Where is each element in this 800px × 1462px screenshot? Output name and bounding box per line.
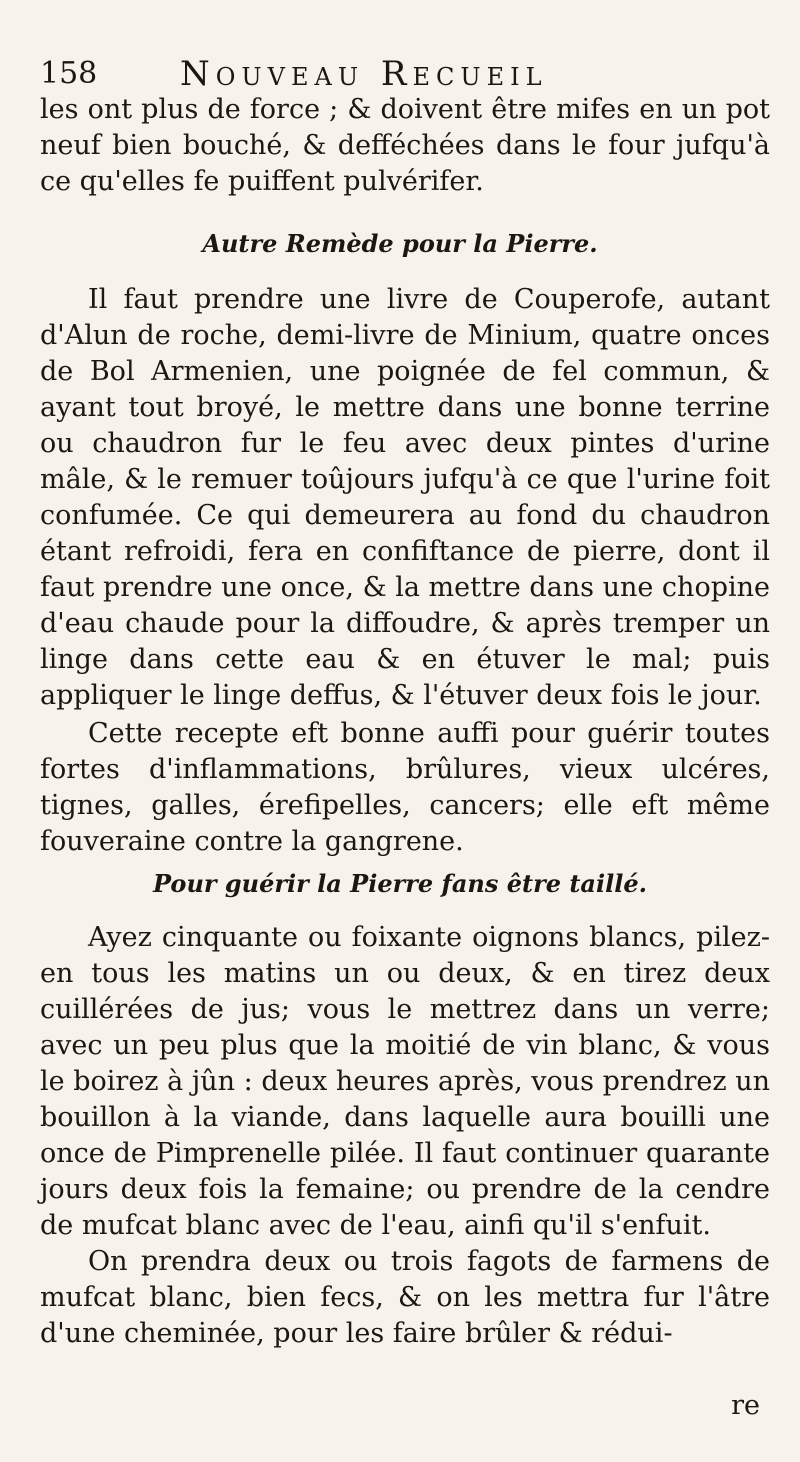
section-heading-pour-guerir: Pour guérir la Pierre fans être taillé. bbox=[153, 869, 647, 898]
section-heading-autre-remede: Autre Remède pour la Pierre. bbox=[202, 229, 598, 258]
paragraph-remedy-recipe: Il faut prendre une livre de Couperofe, autant d'Alun de roche, demi-livre de Minium, quatre onces de Bol Armenien, une poignée de fel commun, & ayant tout broyé, le mettre dans une bonne terrine ou chaudron fur le feu avec deux pintes d'urine mâle, & le remuer toûjours jufqu'à ce que l'urine foit confumée. Ce qui demeurera au fond du chaudron étant refroidi, fera en confiftance de pierre, dont il faut prendre une once, & la mettre dans une chopine d'eau chaude pour la diffoudre, & après tremper un linge dans cette eau & en étuver le mal; puis appliquer le linge deffus, & l'étuver deux fois le jour. bbox=[40, 284, 770, 711]
catchword: re bbox=[731, 1390, 760, 1421]
paragraph-remedy-uses: Cette recepte eft bonne auffi pour guérir toutes fortes d'inflammations, brûlures, vieux ulcéres, tignes, galles, érefipelles, cancers; elle eft même fouveraine contre la gangrene. bbox=[40, 718, 770, 857]
paragraph-onion-remedy: Ayez cinquante ou foixante oignons blancs, pilez-en tous les matins un ou deux, & en tirez deux cuillérées de jus; vous le mettrez dans un verre; avec un peu plus que la moitié de vin blanc, & vous le boirez à jûn : deux heures après, vous prendrez un bouillon à la viande, dans laquelle aura bouilli une once de Pimprenelle pilée. Il faut continuer quarante jours deux fois la femaine; ou prendre de la cendre de mufcat blanc avec de l'eau, ainfi qu'il s'enfuit. bbox=[40, 922, 770, 1241]
paragraph-continuation: les ont plus de force ; & doivent être mifes en un pot neuf bien bouché, & defféchées dans le four jufqu'à ce qu'elles fe puiffent pulvérifer. bbox=[40, 94, 770, 197]
page-number: 158 bbox=[40, 56, 98, 91]
running-title: Nouveau Recueil bbox=[180, 54, 548, 94]
paragraph-fagots: On prendra deux ou trois fagots de farmens de mufcat blanc, bien fecs, & on les mettra fur l'âtre d'une cheminée, pour les faire brûler & rédui- bbox=[40, 1246, 770, 1349]
